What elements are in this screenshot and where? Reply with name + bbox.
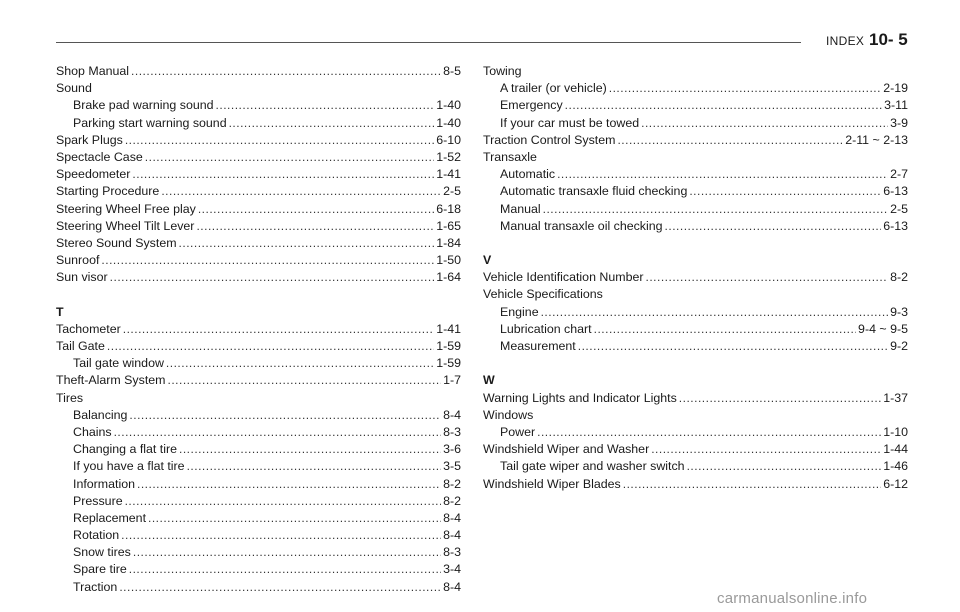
entry-title: Power: [500, 424, 536, 439]
dot-leader: [137, 476, 441, 493]
entry-title: Speedometer: [56, 167, 131, 182]
entry-page-ref: 6-10: [436, 132, 461, 147]
entry-page-ref: 8-2: [443, 493, 461, 508]
index-subentry: [56, 355, 461, 372]
dot-leader: [565, 97, 882, 114]
page-number: 10- 5: [869, 30, 908, 49]
dot-leader: [133, 544, 441, 561]
header-rule: [56, 42, 801, 43]
dot-leader: [101, 252, 434, 269]
entry-title: If you have a flat tire: [73, 459, 185, 474]
index-entry: [483, 286, 908, 303]
entry-title: Manual transaxle oil checking: [500, 218, 663, 233]
entry-title: Pressure: [73, 493, 123, 508]
entry-page-ref: 1-50: [436, 253, 461, 268]
entry-title: Sunroof: [56, 253, 100, 268]
entry-page-ref: 3-5: [443, 459, 461, 474]
index-subentry: [56, 407, 461, 424]
entry-title: Theft-Alarm System: [56, 373, 166, 388]
section-letter: T: [56, 304, 64, 319]
entry-page-ref: 9-2: [890, 339, 908, 353]
entry-title: Balancing: [73, 407, 128, 422]
entry-title: Emergency: [500, 98, 563, 113]
dot-leader: [179, 441, 441, 458]
dot-leader: [148, 510, 441, 527]
index-entry: [483, 132, 908, 149]
spacer: [483, 235, 908, 252]
index-subentry: [56, 510, 461, 527]
spacer: [56, 286, 461, 303]
dot-leader: [121, 527, 441, 544]
entry-page-ref: 9-3: [890, 304, 908, 319]
dot-leader: [594, 321, 856, 338]
entry-page-ref: 1-52: [436, 149, 461, 164]
index-entry: [56, 183, 461, 200]
entry-title: Transaxle: [483, 149, 537, 164]
index-entry: [483, 390, 908, 407]
index-subentry: [56, 458, 461, 475]
entry-page-ref: 2-11 ~ 2-13: [845, 132, 908, 147]
index-entry: [483, 63, 908, 80]
entry-page-ref: 8-3: [443, 545, 461, 560]
entry-page-ref: 3-9: [890, 115, 908, 130]
index-entry: [56, 63, 461, 80]
dot-leader: [132, 166, 434, 183]
entry-page-ref: 1-59: [436, 356, 461, 371]
entry-title: Spare tire: [73, 562, 127, 577]
dot-leader: [179, 235, 435, 252]
index-subentry: [56, 527, 461, 544]
index-entry: [483, 149, 908, 166]
entry-page-ref: 1-65: [436, 218, 461, 233]
entry-page-ref: 2-5: [890, 201, 908, 216]
index-subentry: [56, 424, 461, 441]
index-subentry: [483, 321, 908, 338]
index-entry: [56, 321, 461, 338]
entry-page-ref: 1-59: [436, 339, 461, 353]
entry-title: Vehicle Identification Number: [483, 270, 644, 285]
dot-leader: [609, 80, 881, 97]
entry-title: Vehicle Specifications: [483, 287, 603, 302]
dot-leader: [665, 218, 882, 235]
entry-page-ref: 1-84: [436, 235, 461, 250]
entry-page-ref: 8-4: [443, 407, 461, 422]
index-subentry: [56, 579, 461, 596]
dot-leader: [541, 304, 888, 321]
entry-page-ref: 3-6: [443, 442, 461, 457]
entry-page-ref: 8-2: [443, 476, 461, 491]
entry-title: Warning Lights and Indicator Lights: [483, 390, 677, 405]
entry-title: Tail Gate: [56, 339, 105, 353]
watermark: carmanualsonline.info: [717, 590, 868, 607]
index-label: INDEX: [826, 34, 865, 48]
entry-page-ref: 6-18: [436, 201, 461, 216]
dot-leader: [617, 132, 843, 149]
entry-page-ref: 2-5: [443, 184, 461, 199]
entry-title: Automatic: [500, 167, 556, 182]
dot-leader: [119, 579, 441, 596]
entry-title: Chains: [73, 424, 112, 439]
entry-title: Towing: [483, 64, 522, 78]
dot-leader: [543, 201, 888, 218]
dot-leader: [161, 183, 441, 200]
dot-leader: [110, 269, 435, 286]
dot-leader: [198, 201, 434, 218]
entry-page-ref: 2-19: [883, 81, 908, 96]
dot-leader: [114, 424, 442, 441]
entry-page-ref: 1-7: [443, 373, 461, 388]
entry-title: Starting Procedure: [56, 184, 160, 199]
index-subentry: [56, 441, 461, 458]
dot-leader: [679, 390, 881, 407]
entry-title: Tail gate window: [73, 356, 164, 371]
entry-title: Spark Plugs: [56, 132, 123, 147]
dot-leader: [187, 458, 442, 475]
index-subentry: [483, 338, 908, 355]
dot-leader: [689, 183, 881, 200]
dot-leader: [645, 269, 888, 286]
index-subentry: [56, 476, 461, 493]
entry-page-ref: 8-5: [443, 64, 461, 78]
entry-title: Spectacle Case: [56, 149, 143, 164]
index-subentry: [483, 97, 908, 114]
dot-leader: [129, 407, 441, 424]
entry-page-ref: 1-41: [436, 167, 461, 182]
entry-title: Changing a flat tire: [73, 442, 178, 457]
entry-title: Stereo Sound System: [56, 235, 177, 250]
index-subentry: [483, 80, 908, 97]
index-entry: [56, 269, 461, 286]
index-subentry: [483, 115, 908, 132]
entry-page-ref: 1-64: [436, 270, 461, 285]
dot-leader: [125, 493, 441, 510]
entry-page-ref: 1-40: [436, 115, 461, 130]
entry-title: Windshield Wiper and Washer: [483, 442, 650, 457]
dot-leader: [167, 372, 441, 389]
section-letter: V: [483, 253, 492, 268]
entry-title: Brake pad warning sound: [73, 98, 214, 113]
index-entry: [56, 218, 461, 235]
index-subentry: [483, 218, 908, 235]
entry-title: Traction: [73, 579, 118, 594]
entry-page-ref: 1-46: [883, 459, 908, 474]
dot-leader: [651, 441, 881, 458]
entry-title: Sound: [56, 81, 92, 96]
entry-page-ref: 1-41: [436, 321, 461, 336]
dot-leader: [129, 561, 441, 578]
entry-title: Snow tires: [73, 545, 131, 560]
entry-title: Manual: [500, 201, 541, 216]
entry-title: Tachometer: [56, 321, 121, 336]
index-subentry: [483, 166, 908, 183]
index-entry: [56, 149, 461, 166]
entry-title: Sun visor: [56, 270, 108, 285]
entry-title: Lubrication chart: [500, 321, 592, 336]
entry-page-ref: 1-40: [436, 98, 461, 113]
index-subentry: [56, 544, 461, 561]
index-subentry: [483, 183, 908, 200]
index-entry: [483, 407, 908, 424]
entry-title: Replacement: [73, 510, 147, 525]
index-entry: [483, 476, 908, 493]
entry-title: Measurement: [500, 339, 576, 353]
dot-leader: [578, 338, 888, 355]
index-subentry: [483, 458, 908, 475]
entry-title: Steering Wheel Free play: [56, 201, 196, 216]
dot-leader: [145, 149, 434, 166]
index-subentry: [56, 493, 461, 510]
index-entry: [56, 390, 461, 407]
index-entry: [56, 132, 461, 149]
entry-page-ref: 1-44: [883, 442, 908, 457]
index-entry: [483, 269, 908, 286]
entry-page-ref: 3-4: [443, 562, 461, 577]
index-entry: [56, 166, 461, 183]
index-entry: [56, 201, 461, 218]
index-entry: [56, 252, 461, 269]
entry-title: Windshield Wiper Blades: [483, 476, 621, 491]
entry-page-ref: 8-2: [890, 270, 908, 285]
dot-leader: [125, 132, 434, 149]
dot-leader: [196, 218, 434, 235]
index-entry: [56, 372, 461, 389]
dot-leader: [537, 424, 881, 441]
entry-page-ref: 2-7: [890, 167, 908, 182]
index-subentry: [483, 424, 908, 441]
dot-leader: [641, 115, 888, 132]
entry-page-ref: 1-10: [883, 424, 908, 439]
entry-title: Parking start warning sound: [73, 115, 227, 130]
index-column-right: [483, 63, 908, 493]
index-entry: [56, 80, 461, 97]
entry-title: Engine: [500, 304, 539, 319]
dot-leader: [216, 97, 435, 114]
entry-title: Traction Control System: [483, 132, 616, 147]
entry-title: Automatic transaxle fluid checking: [500, 184, 688, 199]
entry-page-ref: 8-4: [443, 528, 461, 543]
entry-title: Tires: [56, 390, 84, 405]
entry-page-ref: 3-11: [884, 98, 908, 113]
dot-leader: [166, 355, 434, 372]
dot-leader: [123, 321, 434, 338]
section-letter: W: [483, 373, 495, 388]
entry-title: Information: [73, 476, 135, 491]
entry-page-ref: 6-13: [883, 184, 908, 199]
entry-page-ref: 6-12: [883, 476, 908, 491]
entry-page-ref: 8-3: [443, 424, 461, 439]
index-subentry: [56, 561, 461, 578]
index-subentry: [483, 201, 908, 218]
entry-title: Rotation: [73, 528, 120, 543]
dot-leader: [623, 476, 881, 493]
index-entry: [56, 338, 461, 355]
dot-leader: [107, 338, 434, 355]
entry-page-ref: 8-4: [443, 510, 461, 525]
index-subentry: [483, 304, 908, 321]
index-subentry: [56, 115, 461, 132]
entry-title: If your car must be towed: [500, 115, 640, 130]
entry-title: Steering Wheel Tilt Lever: [56, 218, 195, 233]
index-column-left: [56, 63, 461, 596]
entry-title: A trailer (or vehicle): [500, 81, 607, 96]
index-entry: [56, 235, 461, 252]
entry-page-ref: 6-13: [883, 218, 908, 233]
index-entry: [483, 441, 908, 458]
spacer: [483, 355, 908, 372]
index-subentry: [56, 97, 461, 114]
entry-page-ref: 1-37: [883, 390, 908, 405]
dot-leader: [229, 115, 435, 132]
entry-title: Tail gate wiper and washer switch: [500, 459, 685, 474]
entry-title: Windows: [483, 407, 534, 422]
entry-title: Shop Manual: [56, 64, 130, 78]
entry-page-ref: 9-4 ~ 9-5: [858, 321, 908, 336]
dot-leader: [687, 458, 882, 475]
dot-leader: [557, 166, 888, 183]
entry-page-ref: 8-4: [443, 579, 461, 594]
dot-leader: [131, 63, 441, 80]
